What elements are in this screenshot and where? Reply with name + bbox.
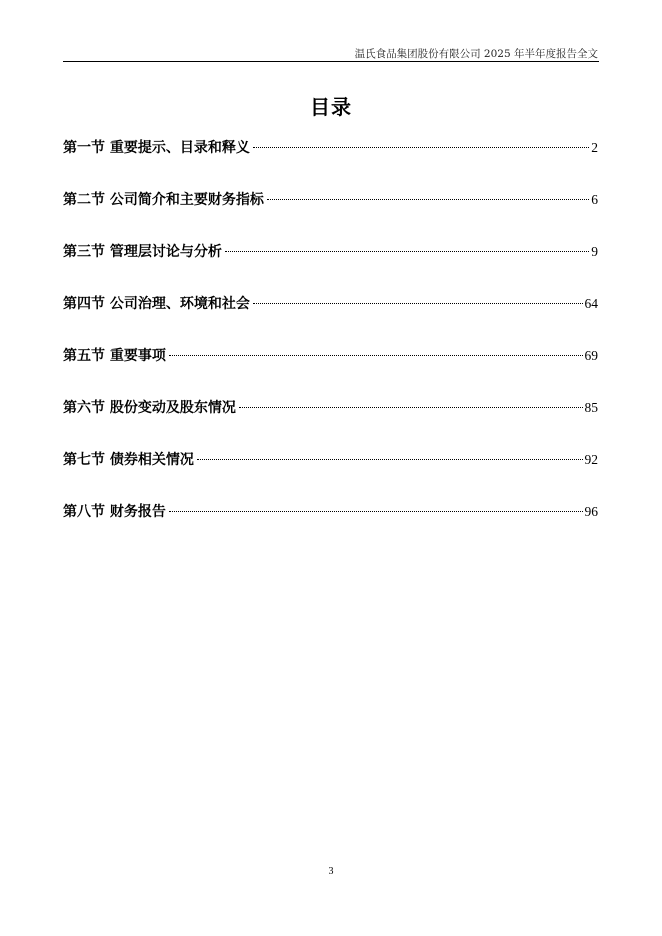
header-divider [63,61,599,62]
toc-entry-label: 第六节 股份变动及股东情况 [63,400,236,416]
toc-entry-label: 第三节 管理层讨论与分析 [63,244,222,260]
toc-entry-8[interactable] [63,500,598,552]
toc-entry-7[interactable] [63,448,598,500]
toc-entry-page: 9 [591,244,598,259]
toc-entry-label: 第五节 重要事项 [63,348,166,364]
toc-leader-dots [239,407,583,408]
toc-leader-dots [267,199,589,200]
running-header: 温氏食品集团股份有限公司 2025 年半年度报告全文 [354,48,598,60]
toc-leader-dots [253,147,589,148]
toc-entry-1[interactable] [63,136,598,188]
toc-entry-5[interactable] [63,344,598,396]
toc-leader-dots [169,511,583,512]
toc-entry-page: 96 [584,504,598,519]
toc-entry-label: 第四节 公司治理、环境和社会 [63,296,250,312]
toc-entry-label: 第二节 公司简介和主要财务指标 [63,192,264,208]
table-of-contents [63,136,598,552]
toc-entry-label: 第七节 债券相关情况 [63,452,194,468]
toc-leader-dots [197,459,583,460]
toc-entry-3[interactable] [63,240,598,292]
toc-leader-dots [169,355,583,356]
toc-leader-dots [225,251,589,252]
toc-leader-dots [253,303,583,304]
page-number: 3 [328,866,334,877]
toc-entry-label: 第一节 重要提示、目录和释义 [63,140,250,156]
toc-entry-page: 6 [591,192,598,207]
toc-entry-page: 92 [584,452,598,467]
toc-entry-label: 第八节 财务报告 [63,504,166,520]
toc-entry-2[interactable] [63,188,598,240]
toc-entry-page: 85 [584,400,598,415]
page-title: 目录 [310,95,352,119]
toc-entry-page: 69 [584,348,598,363]
toc-entry-page: 64 [584,296,598,311]
toc-entry-page: 2 [591,140,598,155]
toc-entry-6[interactable] [63,396,598,448]
toc-entry-4[interactable] [63,292,598,344]
